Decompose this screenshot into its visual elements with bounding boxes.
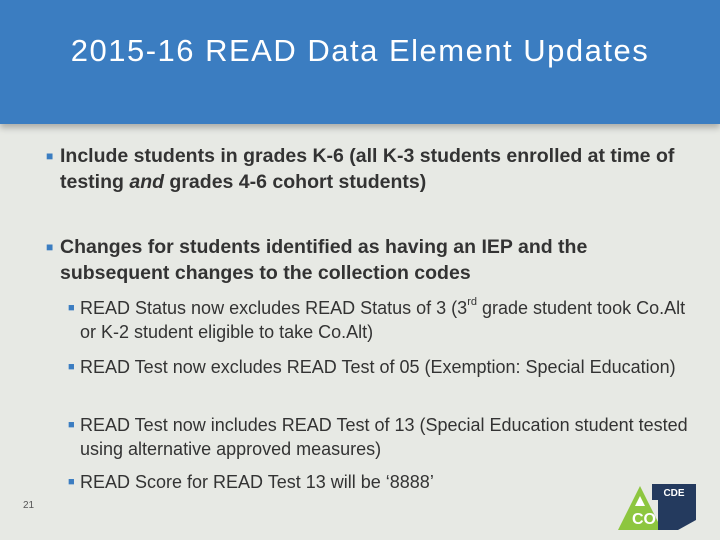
bullet-marker-icon: ■ — [68, 361, 75, 373]
bullet-marker-icon: ■ — [46, 240, 54, 254]
sub-bullet-item: ■ READ Score for READ Test 13 will be ‘8888’ — [68, 472, 434, 492]
sub-bullet-item: ■ READ Status now excludes READ Status of 3 (3rd grade student took Co.Alt or K-2 student eligible to take Co.Alt) — [68, 296, 686, 342]
logo-shield — [658, 500, 696, 530]
slide-number: 21 — [23, 500, 35, 511]
bullet-marker-icon: ■ — [68, 302, 75, 314]
slide-title: 2015-16 READ Data Element Updates — [70, 33, 650, 68]
bullet-marker-icon: ■ — [46, 149, 54, 163]
logo-top-text: CDE — [663, 488, 685, 499]
bullet-marker-icon: ■ — [68, 476, 75, 488]
bullet-item: ■ Include students in grades K-6 (all K-3 students enrolled at time of testing and grades 4-6 cohort students) — [46, 145, 675, 193]
cde-logo — [618, 478, 698, 534]
sub-bullet-item: ■ READ Test now excludes READ Test of 05 (Exemption: Special Education) — [68, 357, 676, 377]
logo-main-text: CO — [632, 511, 656, 528]
bullet-item: ■ Changes for students identified as having an IEP and the subsequent changes to the collection codes — [46, 236, 588, 284]
bullet-marker-icon: ■ — [68, 419, 75, 431]
sub-bullet-item: ■ READ Test now includes READ Test of 13 (Special Education student tested using alternative approved measures) — [68, 415, 688, 459]
title-banner — [0, 0, 720, 124]
